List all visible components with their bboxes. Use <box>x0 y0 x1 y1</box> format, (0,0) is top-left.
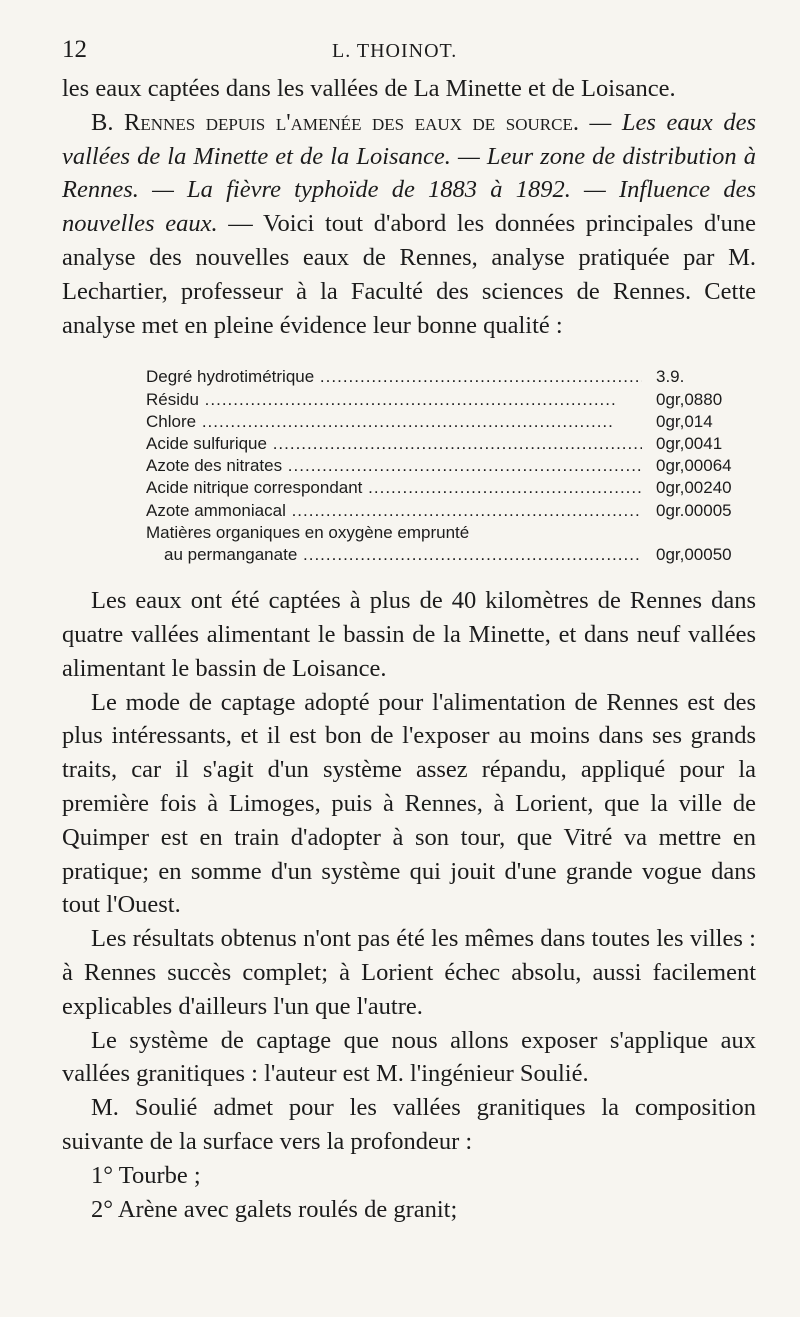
paragraph: Les résultats obtenus n'ont pas été les mêmes dans toutes les villes : à Rennes succès complet; à Lorient échec absolu, aussi facilement explicables d'ailleurs l'un que l'autre. <box>62 925 756 1020</box>
row-label: Matières organiques en oxygène emprunté <box>146 522 470 542</box>
table-row <box>146 411 740 433</box>
paragraph: Le système de captage que nous allons exposer s'applique aux vallées granitiques : l'auteur est M. l'ingénieur Soulié. <box>62 1026 756 1088</box>
table-row <box>146 544 740 566</box>
row-label: Acide sulfurique ..... <box>146 433 642 455</box>
paragraph: Les eaux ont été captées à plus de 40 kilomètres de Rennes dans quatre vallées alimentant le bassin de la Minette, et dans neuf vallées alimentant le bassin de Loisance. <box>62 587 756 682</box>
section-paragraph <box>62 106 756 343</box>
row-value: 0gr,0880 <box>656 389 723 409</box>
section-heading: B. Rennes depuis l'amenée des eaux de source. <box>91 108 579 136</box>
row-label: Azote des nitrates ..... <box>146 455 642 477</box>
row-label: Degré hydrotimétrique ..... <box>146 366 642 388</box>
row-label: au permanganate ..... <box>146 544 642 566</box>
paragraph-text: — Voici tout d'abord les données principales d'une analyse des nouvelles eaux de Rennes, analyse pratiquée par M. Lechartier, professeur à la Faculté des sciences de Rennes. Cette analyse met en pleine évidence leur bonne qualité : <box>62 210 756 339</box>
table-row <box>146 433 740 455</box>
table-row <box>146 522 740 544</box>
table-row <box>146 500 740 522</box>
section-summary: — Les eaux des vallées de la Minette et de la Loisance. — Leur zone de distribution à Rennes. — La fièvre typhoïde de 1883 à 1892. — Influence des nouvelles eaux. <box>62 108 756 238</box>
row-label: Acide nitrique correspondant ..... <box>146 477 642 499</box>
row-value: 0gr,014 <box>656 411 713 431</box>
table-row <box>146 455 740 477</box>
paragraph: les eaux captées dans les vallées de La Minette et de Loisance. <box>62 75 676 102</box>
table-row <box>146 477 740 499</box>
page-number: 12 <box>62 36 87 63</box>
row-label: Chlore ..... <box>146 411 642 433</box>
list-item: 1° Tourbe ; <box>91 1161 201 1189</box>
row-label: Azote ammoniacal ..... <box>146 500 642 522</box>
table-row <box>146 366 740 388</box>
row-value: 0gr,00064 <box>656 456 732 476</box>
row-label: Résidu ..... <box>146 389 642 411</box>
list-item: 2° Arène avec galets roulés de granit; <box>91 1195 458 1223</box>
running-header <box>62 36 738 70</box>
row-value: 0gr.00005 <box>656 500 732 520</box>
row-value: 0gr,0041 <box>656 433 723 453</box>
row-value: 0gr,00050 <box>656 545 732 564</box>
analysis-table <box>62 366 756 566</box>
row-value: 0gr,00240 <box>656 478 732 498</box>
row-value: 3.9. <box>656 367 685 387</box>
page-body <box>62 72 756 1226</box>
layer-list <box>62 1159 756 1227</box>
table-row <box>146 389 740 411</box>
running-title: L. THOINOT. <box>332 40 458 62</box>
paragraph: Le mode de captage adopté pour l'alimentation de Rennes est des plus intéressants, et il est bon de l'exposer au moins dans ses grands traits, car il s'agit d'un système assez répandu, appliqué pour la première fois à Limoges, puis à Rennes, à Lorient, que la ville de Quimper est en train d'adopter à son tour, que Vitré va mettre en pratique; en somme d'un système qui jouit d'une grande vogue dans tout l'Ouest. <box>62 688 756 919</box>
paragraph: M. Soulié admet pour les vallées granitiques la composition suivante de la surface vers la profondeur : <box>62 1094 756 1155</box>
